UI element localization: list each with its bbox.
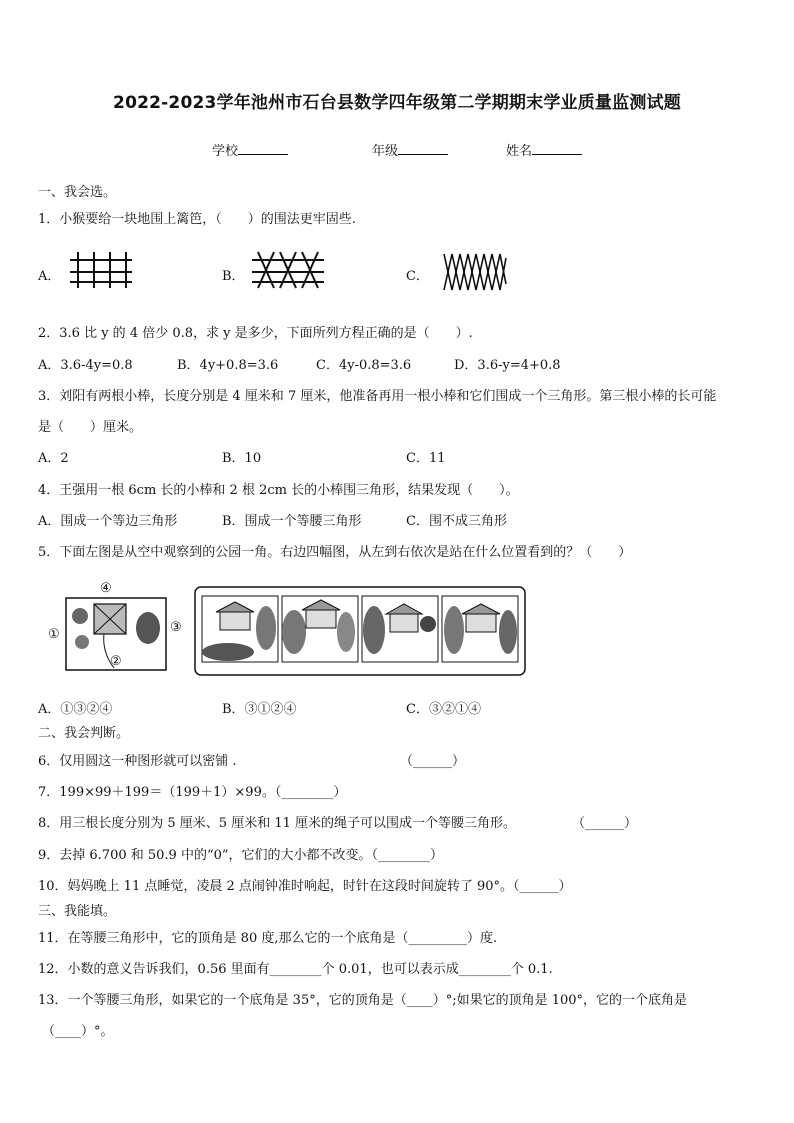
question-5-text: 5．下面左图是从空中观察到的公园一角。右边四幅图，从左到右依次是站在什么位置看到的？（ ） bbox=[38, 545, 632, 560]
view-panel-3 bbox=[362, 596, 438, 662]
section-2-heading: 二、我会判断。 bbox=[38, 726, 130, 741]
q4-option-c[interactable]: C．围不成三角形 bbox=[406, 514, 507, 529]
school-label: 学校 bbox=[212, 144, 239, 159]
q5-option-b[interactable]: B．③①②④ bbox=[222, 702, 297, 717]
q3-option-c[interactable]: C．11 bbox=[406, 451, 446, 466]
section-3-heading: 三、我能填。 bbox=[38, 904, 117, 919]
q4-option-a[interactable]: A．围成一个等边三角形 bbox=[38, 514, 178, 529]
park-views-figure bbox=[194, 586, 528, 678]
fence-zigzag-figure bbox=[444, 254, 508, 292]
q3-option-b[interactable]: B．10 bbox=[222, 451, 262, 466]
page-title: 2022-2023学年池州市石台县数学四年级第二学期期末学业质量监测试题 bbox=[113, 93, 681, 113]
q3-option-a[interactable]: A．2 bbox=[38, 451, 69, 466]
grade-label: 年级 bbox=[372, 144, 399, 159]
section-1-heading: 一、我会选。 bbox=[38, 185, 117, 200]
question-6-text: 6．仅用圆这一种图形就可以密铺 . bbox=[38, 754, 237, 769]
q2-option-d[interactable]: D．3.6-y=4+0.8 bbox=[454, 358, 561, 373]
question-7-text[interactable]: 7．199×99＋199＝（199＋1）×99。（________） bbox=[38, 785, 347, 800]
q1-option-a-label[interactable]: A． bbox=[38, 269, 61, 284]
question-6-answer-blank[interactable]: （______） bbox=[400, 754, 466, 769]
name-field[interactable] bbox=[506, 140, 582, 159]
question-1-text: 1．小猴要给一块地围上篱笆，（ ）的围法更牢固些. bbox=[38, 212, 356, 227]
question-13-text-line1[interactable]: 13．一个等腰三角形，如果它的一个底角是 35°，它的顶角是（____）°;如果它的顶角是 100°，它的一个底角是 bbox=[38, 993, 688, 1008]
q4-option-b[interactable]: B．围成一个等腰三角形 bbox=[222, 514, 362, 529]
question-13-text-line2[interactable]: （____）°。 bbox=[42, 1024, 114, 1039]
map-label-4: ④ bbox=[100, 581, 112, 596]
question-12-text[interactable]: 12．小数的意义告诉我们，0.56 里面有________个 0.01，也可以表示成________个 0.1. bbox=[38, 962, 553, 977]
grade-field[interactable] bbox=[372, 140, 448, 159]
question-10-text[interactable]: 10．妈妈晚上 11 点睡觉，凌晨 2 点闹钟准时响起，时针在这段时间旋转了 90°。（______） bbox=[38, 879, 572, 894]
question-4-text: 4．王强用一根 6cm 长的小棒和 2 根 2cm 长的小棒围三角形，结果发现（ ）。 bbox=[38, 483, 519, 498]
q1-option-c-label[interactable]: C． bbox=[406, 269, 429, 284]
school-field[interactable] bbox=[212, 140, 288, 159]
map-label-3: ③ bbox=[170, 620, 182, 635]
question-3-text-line2: 是（ ）厘米。 bbox=[38, 420, 143, 435]
question-9-text[interactable]: 9．去掉 6.700 和 50.9 中的“0”，它们的大小都不改变。（________） bbox=[38, 848, 444, 863]
question-2-text: 2．3.6 比 y 的 4 倍少 0.8，求 y 是多少，下面所列方程正确的是（ ）. bbox=[38, 326, 473, 341]
view-panel-2 bbox=[282, 596, 358, 662]
fence-square-grid-figure bbox=[70, 252, 135, 290]
name-label: 姓名 bbox=[506, 144, 533, 159]
view-panel-1 bbox=[202, 596, 278, 662]
map-label-2: ② bbox=[110, 654, 122, 669]
question-11-text[interactable]: 11．在等腰三角形中，它的顶角是 80 度,那么它的一个底角是（_________）度. bbox=[38, 931, 498, 946]
question-8-text: 8．用三根长度分别为 5 厘米、5 厘米和 11 厘米的绳子可以围成一个等腰三角形。 bbox=[38, 816, 517, 831]
q2-option-a[interactable]: A．3.6-4y=0.8 bbox=[38, 358, 133, 373]
view-panel-4 bbox=[442, 596, 518, 662]
question-3-text-line1: 3．刘阳有两根小棒，长度分别是 4 厘米和 7 厘米，他准备再用一根小棒和它们围成一个三角形。第三根小棒的长可能 bbox=[38, 389, 717, 404]
q5-option-c[interactable]: C．③②①④ bbox=[406, 702, 481, 717]
question-8-answer-blank[interactable]: （______） bbox=[572, 816, 638, 831]
q1-option-b-label[interactable]: B． bbox=[222, 269, 245, 284]
map-label-1: ① bbox=[48, 627, 60, 642]
fence-cross-figure bbox=[252, 252, 327, 290]
q2-option-c[interactable]: C．4y-0.8=3.6 bbox=[316, 358, 412, 373]
q5-option-a[interactable]: A．①③②④ bbox=[38, 702, 113, 717]
q2-option-b[interactable]: B．4y+0.8=3.6 bbox=[177, 358, 279, 373]
